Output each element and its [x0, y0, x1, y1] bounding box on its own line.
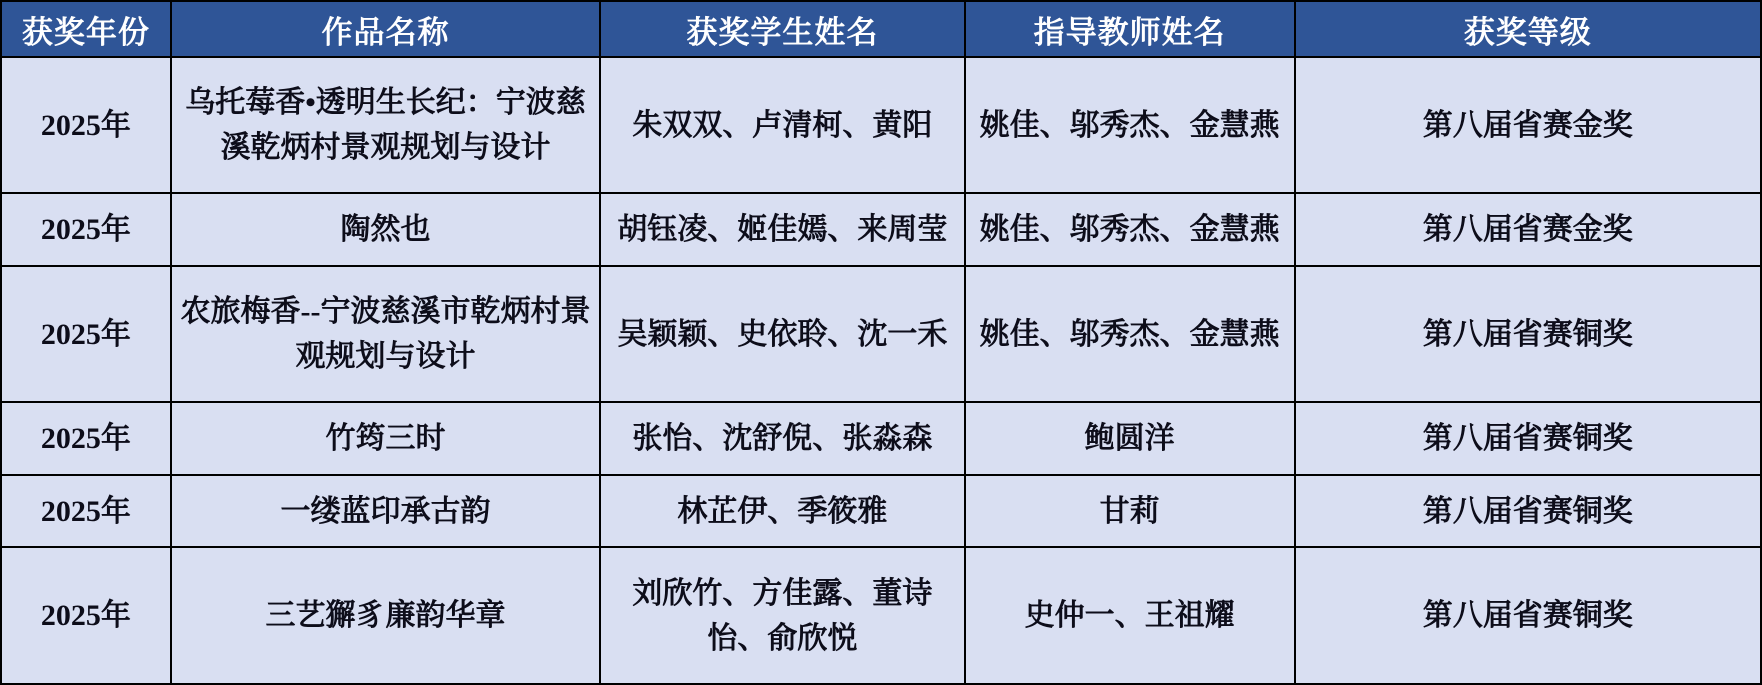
table-row: [1, 402, 1761, 475]
table-row: [1, 193, 1761, 266]
cell-teachers: 史仲一、王祖耀: [965, 547, 1295, 684]
cell-award-level: 第八届省赛铜奖: [1295, 266, 1761, 402]
header-row: [1, 1, 1761, 57]
cell-students: 胡钰凌、姬佳嫣、来周莹: [600, 193, 964, 266]
column-header-teachers: 指导教师姓名: [965, 1, 1295, 57]
cell-award-level: 第八届省赛金奖: [1295, 193, 1761, 266]
cell-students: 林芷伊、季筱雅: [600, 475, 964, 548]
cell-award-level: 第八届省赛铜奖: [1295, 402, 1761, 475]
cell-students: 刘欣竹、方佳露、董诗怡、俞欣悦: [600, 547, 964, 684]
table-row: [1, 57, 1761, 193]
cell-year: 2025年: [1, 402, 171, 475]
cell-teachers: 鲍圆洋: [965, 402, 1295, 475]
cell-work-title: 乌托莓香•透明生长纪：宁波慈溪乾炳村景观规划与设计: [171, 57, 600, 193]
cell-work-title: 竹筠三时: [171, 402, 600, 475]
cell-work-title: 农旅梅香--宁波慈溪市乾炳村景观规划与设计: [171, 266, 600, 402]
cell-students: 朱双双、卢清柯、黄阳: [600, 57, 964, 193]
column-header-work: 作品名称: [171, 1, 600, 57]
cell-award-level: 第八届省赛金奖: [1295, 57, 1761, 193]
table-row: [1, 547, 1761, 684]
table-row: [1, 266, 1761, 402]
cell-award-level: 第八届省赛铜奖: [1295, 547, 1761, 684]
column-header-award: 获奖等级: [1295, 1, 1761, 57]
cell-teachers: 姚佳、邬秀杰、金慧燕: [965, 57, 1295, 193]
cell-work-title: 陶然也: [171, 193, 600, 266]
cell-teachers: 姚佳、邬秀杰、金慧燕: [965, 266, 1295, 402]
column-header-students: 获奖学生姓名: [600, 1, 964, 57]
cell-work-title: 三艺獬豸廉韵华章: [171, 547, 600, 684]
cell-students: 张怡、沈舒倪、张淼森: [600, 402, 964, 475]
cell-year: 2025年: [1, 547, 171, 684]
cell-year: 2025年: [1, 266, 171, 402]
table-row: [1, 475, 1761, 548]
table-header: [1, 1, 1761, 57]
cell-teachers: 姚佳、邬秀杰、金慧燕: [965, 193, 1295, 266]
cell-award-level: 第八届省赛铜奖: [1295, 475, 1761, 548]
cell-year: 2025年: [1, 193, 171, 266]
cell-year: 2025年: [1, 57, 171, 193]
cell-year: 2025年: [1, 475, 171, 548]
table-body: [1, 57, 1761, 684]
cell-work-title: 一缕蓝印承古韵: [171, 475, 600, 548]
cell-teachers: 甘莉: [965, 475, 1295, 548]
cell-students: 吴颖颖、史依聆、沈一禾: [600, 266, 964, 402]
column-header-year: 获奖年份: [1, 1, 171, 57]
